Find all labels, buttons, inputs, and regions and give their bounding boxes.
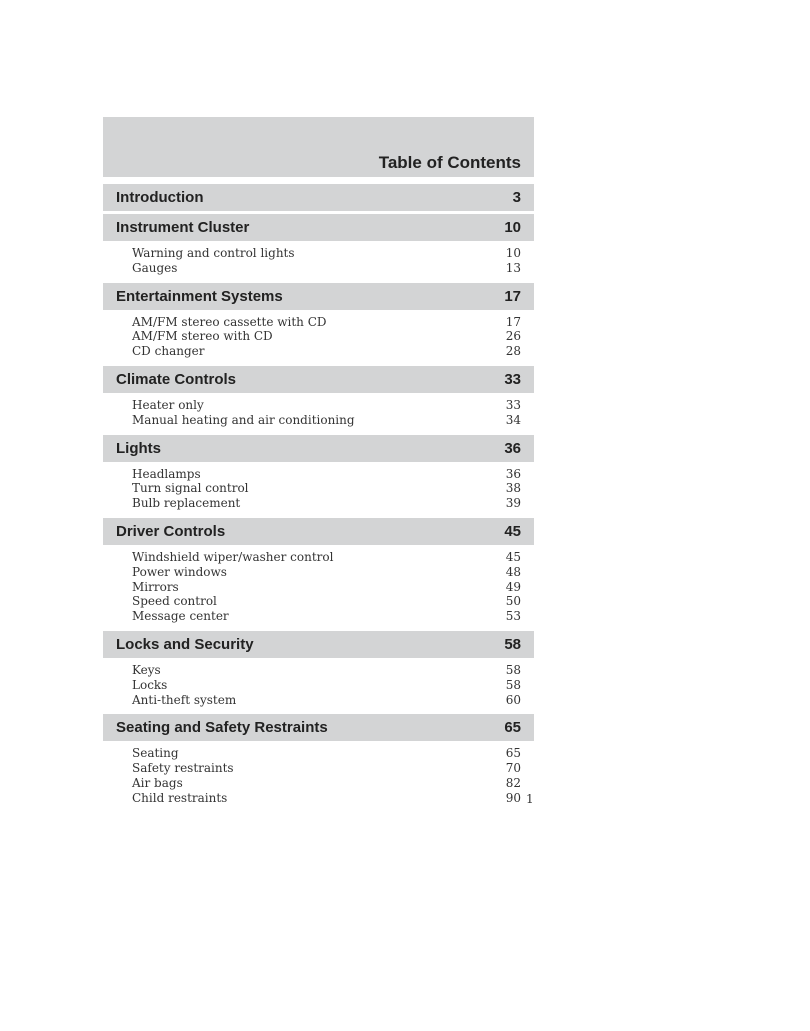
entry-label: Bulb replacement xyxy=(132,496,241,511)
section-page: 33 xyxy=(504,370,521,388)
entry-page: 38 xyxy=(505,481,521,496)
entry-label: Manual heating and air conditioning xyxy=(132,412,355,427)
section-page: 36 xyxy=(504,439,521,457)
toc-entry[interactable] xyxy=(132,344,521,359)
section-title: Instrument Cluster xyxy=(116,219,250,236)
section-header[interactable] xyxy=(103,518,534,545)
section-title: Climate Controls xyxy=(116,370,237,388)
toc-entry[interactable] xyxy=(132,746,521,761)
entry-label: Speed control xyxy=(132,594,217,609)
toc-section xyxy=(103,714,534,805)
section-title: Locks and Security xyxy=(116,635,254,653)
toc-entry[interactable] xyxy=(132,261,521,276)
entry-page: 49 xyxy=(505,579,521,594)
entry-label: Keys xyxy=(132,662,161,677)
toc-entry[interactable] xyxy=(132,481,521,496)
entry-page: 48 xyxy=(505,564,521,579)
entry-page: 60 xyxy=(505,692,521,707)
entry-page: 36 xyxy=(505,466,521,481)
entry-page: 90 xyxy=(505,790,521,805)
entry-page: 70 xyxy=(505,761,521,776)
section-header[interactable] xyxy=(103,631,534,658)
toc-entry[interactable] xyxy=(132,329,521,344)
section-header[interactable] xyxy=(103,366,534,393)
entry-label: Air bags xyxy=(132,775,183,790)
entry-label: Gauges xyxy=(132,260,178,275)
section-page: 58 xyxy=(504,635,521,653)
entry-page: 10 xyxy=(505,246,521,260)
entry-label: Warning and control lights xyxy=(132,246,295,260)
section-header[interactable] xyxy=(103,214,534,241)
section-page: 45 xyxy=(504,522,521,540)
toc-entry[interactable] xyxy=(132,693,521,708)
section-header[interactable] xyxy=(103,714,534,741)
section-items xyxy=(103,310,534,359)
entry-page: 34 xyxy=(505,412,521,427)
entry-page: 39 xyxy=(505,496,521,511)
entry-page: 13 xyxy=(505,260,521,275)
entry-page: 82 xyxy=(505,775,521,790)
toc-section xyxy=(103,435,534,511)
toc-entry[interactable] xyxy=(132,580,521,595)
section-title: Driver Controls xyxy=(116,522,226,540)
page-number: 1 xyxy=(526,792,534,806)
toc-entry[interactable] xyxy=(132,761,521,776)
toc-section xyxy=(103,214,534,276)
toc-section xyxy=(103,518,534,624)
entry-label: Seating xyxy=(132,746,179,761)
toc-entry[interactable] xyxy=(132,413,521,428)
toc-entry[interactable] xyxy=(132,791,521,806)
section-title: Entertainment Systems xyxy=(116,287,283,305)
page-title: Table of Contents xyxy=(378,153,521,172)
section-title: Introduction xyxy=(116,189,204,206)
section-page: 65 xyxy=(504,719,521,737)
section-title: Seating and Safety Restraints xyxy=(116,719,328,737)
entry-page: 45 xyxy=(505,549,521,564)
entry-label: Windshield wiper/washer control xyxy=(132,549,334,564)
entry-label: CD changer xyxy=(132,344,205,359)
toc-section xyxy=(103,631,534,707)
entry-label: Headlamps xyxy=(132,466,201,481)
section-page: 10 xyxy=(504,219,521,236)
entry-label: Power windows xyxy=(132,564,227,579)
toc-entry[interactable] xyxy=(132,550,521,565)
entry-label: Child restraints xyxy=(132,790,228,805)
section-items xyxy=(103,393,534,428)
section-items xyxy=(103,741,534,805)
toc-section xyxy=(103,184,534,211)
entry-label: Mirrors xyxy=(132,579,179,594)
entry-label: Message center xyxy=(132,609,229,624)
toc-entry[interactable] xyxy=(132,565,521,580)
toc-sections xyxy=(103,184,534,806)
toc-entry[interactable] xyxy=(132,776,521,791)
entry-page: 65 xyxy=(505,746,521,761)
section-page: 3 xyxy=(512,189,521,206)
entry-label: AM/FM stereo with CD xyxy=(132,329,273,344)
entry-page: 53 xyxy=(505,609,521,624)
toc-entry[interactable] xyxy=(132,594,521,609)
section-title: Lights xyxy=(116,439,161,457)
toc-entry[interactable] xyxy=(132,246,521,261)
entry-label: Locks xyxy=(132,677,168,692)
entry-page: 33 xyxy=(505,397,521,412)
toc-entry[interactable] xyxy=(132,398,521,413)
toc-entry[interactable] xyxy=(132,496,521,511)
section-header[interactable] xyxy=(103,435,534,462)
section-items xyxy=(103,658,534,707)
section-items xyxy=(103,462,534,511)
toc-title-bar xyxy=(103,117,534,177)
entry-label: Safety restraints xyxy=(132,761,234,776)
entry-label: Turn signal control xyxy=(132,481,249,496)
toc-entry[interactable] xyxy=(132,467,521,482)
entry-page: 17 xyxy=(505,314,521,329)
section-header[interactable] xyxy=(103,184,534,211)
section-page: 17 xyxy=(504,287,521,305)
section-items xyxy=(103,241,534,276)
entry-page: 26 xyxy=(505,329,521,344)
entry-label: Anti-theft system xyxy=(132,692,237,707)
toc-entry[interactable] xyxy=(132,678,521,693)
entry-label: AM/FM stereo cassette with CD xyxy=(132,314,327,329)
section-header[interactable] xyxy=(103,283,534,310)
entry-page: 28 xyxy=(505,344,521,359)
entry-page: 58 xyxy=(505,662,521,677)
toc-entry[interactable] xyxy=(132,315,521,330)
toc-entry[interactable] xyxy=(132,663,521,678)
section-items xyxy=(103,545,534,624)
toc-entry[interactable] xyxy=(132,609,521,624)
toc-page xyxy=(103,117,534,806)
toc-section xyxy=(103,366,534,428)
entry-page: 50 xyxy=(505,594,521,609)
entry-label: Heater only xyxy=(132,397,204,412)
entry-page: 58 xyxy=(505,677,521,692)
toc-section xyxy=(103,283,534,359)
